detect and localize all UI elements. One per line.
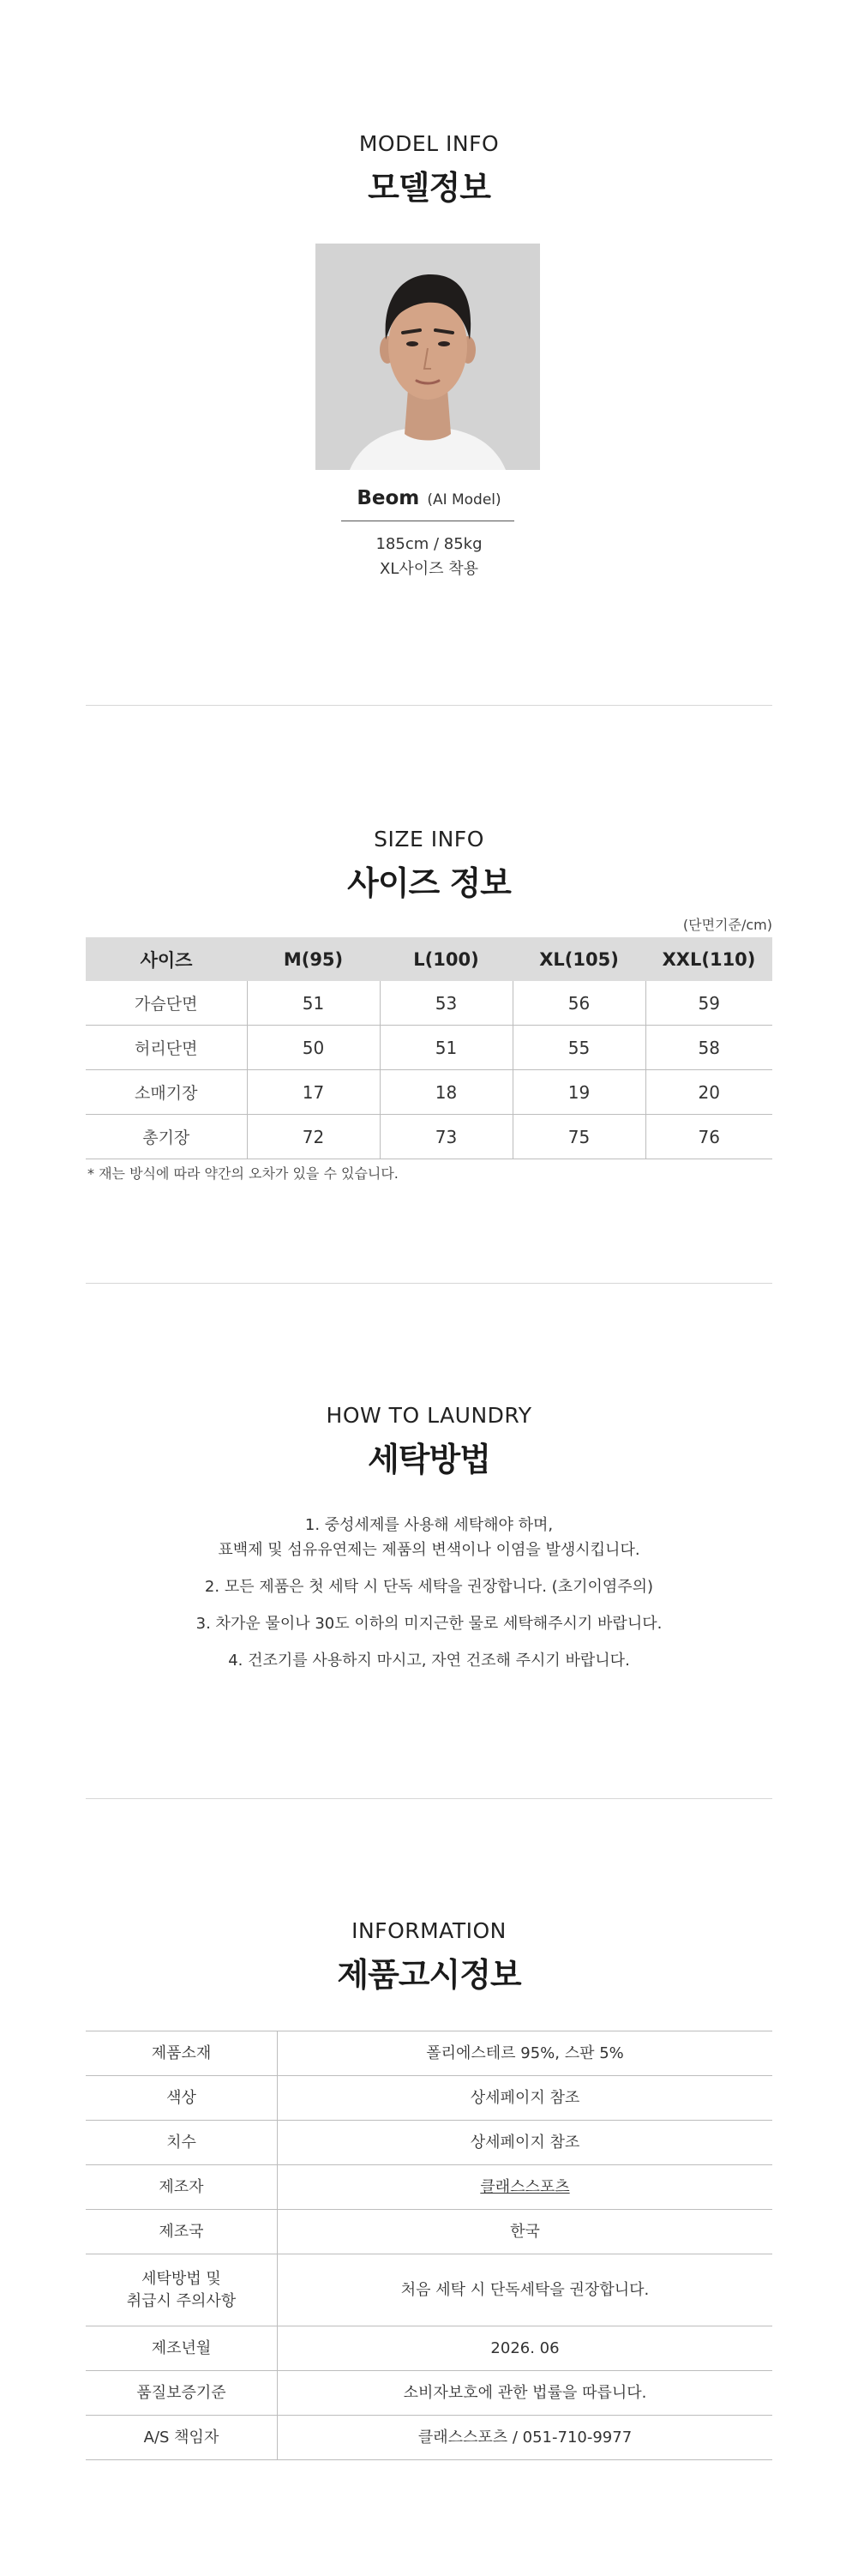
size-row-label: 소매기장: [86, 1070, 247, 1115]
size-header-cell: XL(105): [513, 937, 645, 981]
model-wearing-size: XL사이즈 착용: [379, 560, 479, 578]
table-row: [86, 2076, 772, 2121]
section-divider: [86, 1283, 772, 1284]
table-row: [86, 1115, 772, 1159]
info-value: 2026. 06: [278, 2326, 773, 2371]
table-row: [86, 2416, 772, 2460]
info-value: 소비자보호에 관한 법률을 따릅니다.: [278, 2371, 773, 2416]
section-divider: [86, 705, 772, 706]
size-info-kor-title: 사이즈 정보: [347, 864, 511, 902]
size-header-cell: XXL(110): [645, 937, 772, 981]
table-row: [86, 2210, 772, 2254]
size-cell: 73: [380, 1115, 513, 1159]
laundry-header: [0, 1403, 858, 1480]
size-cell: 56: [513, 981, 645, 1026]
size-header-cell: 사이즈: [86, 937, 247, 981]
product-info-table: [86, 2031, 772, 2460]
info-key: A/S 책임자: [86, 2416, 278, 2460]
size-table: [86, 937, 772, 1159]
info-value: 폴리에스테르 95%, 스판 5%: [278, 2031, 773, 2076]
size-cell: 72: [247, 1115, 380, 1159]
size-info-header: [0, 827, 858, 904]
size-unit-label: (단면기준/cm): [682, 917, 772, 933]
laundry-item-4: 4. 건조기를 사용하지 마시고, 자연 건조해 주시기 바랍니다.: [228, 1652, 630, 1670]
model-name-tag: (AI Model): [427, 491, 501, 509]
size-cell: 20: [645, 1070, 772, 1115]
laundry-item-1-line-1: 1. 중성세제를 사용해 세탁해야 하며,: [304, 1516, 554, 1534]
table-row: [86, 2371, 772, 2416]
info-value: 상세페이지 참조: [278, 2121, 773, 2165]
model-photo: [315, 244, 540, 470]
info-value: 한국: [278, 2210, 773, 2254]
info-key-line-1: 세탁방법 및: [141, 2269, 221, 2288]
size-table-header-row: [86, 937, 772, 981]
table-row: [86, 1070, 772, 1115]
model-portrait-image: [315, 244, 540, 470]
laundry-kor-title: 세탁방법: [368, 1441, 490, 1478]
info-key-line-2: 취급시 주의사항: [126, 2291, 237, 2310]
info-key: 품질보증기준: [86, 2371, 278, 2416]
size-cell: 75: [513, 1115, 645, 1159]
table-row: [86, 2254, 772, 2326]
model-spec: [0, 532, 858, 581]
size-cell: 76: [645, 1115, 772, 1159]
size-header-cell: M(95): [247, 937, 380, 981]
model-info-eng-title: MODEL INFO: [358, 131, 500, 156]
laundry-item-3: 3. 차가운 물이나 30도 이하의 미지근한 물로 세탁해주시기 바랍니다.: [195, 1615, 663, 1633]
size-header-cell: L(100): [380, 937, 513, 981]
model-name-line: [0, 487, 858, 509]
model-info-header: [0, 131, 858, 208]
size-note: * 재는 방식에 따라 약간의 오차가 있을 수 있습니다.: [87, 1165, 399, 1182]
size-cell: 51: [380, 1026, 513, 1070]
size-cell: 18: [380, 1070, 513, 1115]
size-cell: 19: [513, 1070, 645, 1115]
table-row: [86, 2031, 772, 2076]
info-key: [86, 2254, 278, 2326]
size-cell: 58: [645, 1026, 772, 1070]
size-cell: 17: [247, 1070, 380, 1115]
model-name: Beom: [357, 487, 420, 509]
size-info-eng-title: SIZE INFO: [374, 827, 484, 852]
size-row-label: 허리단면: [86, 1026, 247, 1070]
size-cell: 55: [513, 1026, 645, 1070]
size-cell: 53: [380, 981, 513, 1026]
laundry-eng-title: HOW TO LAUNDRY: [326, 1403, 532, 1428]
information-eng-title: INFORMATION: [351, 1918, 507, 1943]
laundry-item-2: 2. 모든 제품은 첫 세탁 시 단독 세탁을 권장합니다. (초기이염주의): [204, 1578, 654, 1596]
info-value: 클래스스포츠 / 051-710-9977: [278, 2416, 773, 2460]
table-row: [86, 1026, 772, 1070]
table-row: [86, 2121, 772, 2165]
info-key: 색상: [86, 2076, 278, 2121]
table-row: [86, 2326, 772, 2371]
info-key: 제품소재: [86, 2031, 278, 2076]
laundry-instructions: [0, 1513, 858, 1685]
size-cell: 51: [247, 981, 380, 1026]
information-kor-title: 제품고시정보: [337, 1956, 521, 1994]
size-cell: 50: [247, 1026, 380, 1070]
section-divider: [86, 1798, 772, 1799]
size-row-label: 가슴단면: [86, 981, 247, 1026]
info-value: [278, 2165, 773, 2210]
info-value: 상세페이지 참조: [278, 2076, 773, 2121]
info-key: 제조국: [86, 2210, 278, 2254]
info-key: 제조년월: [86, 2326, 278, 2371]
size-cell: 59: [645, 981, 772, 1026]
size-row-label: 총기장: [86, 1115, 247, 1159]
table-row: [86, 981, 772, 1026]
info-key: 제조자: [86, 2165, 278, 2210]
model-info-kor-title: 모델정보: [368, 169, 490, 207]
laundry-item-1-line-2: 표백제 및 섬유유연제는 제품의 변색이나 이염을 발생시킵니다.: [218, 1541, 640, 1559]
model-height-weight: 185cm / 85kg: [375, 535, 483, 553]
information-header: [0, 1918, 858, 1995]
info-key: 치수: [86, 2121, 278, 2165]
info-value: 처음 세탁 시 단독세탁을 권장합니다.: [278, 2254, 773, 2326]
laundry-item-1: [0, 1513, 858, 1562]
table-row: [86, 2165, 772, 2210]
manufacturer-value: 클래스스포츠: [480, 2177, 570, 2196]
